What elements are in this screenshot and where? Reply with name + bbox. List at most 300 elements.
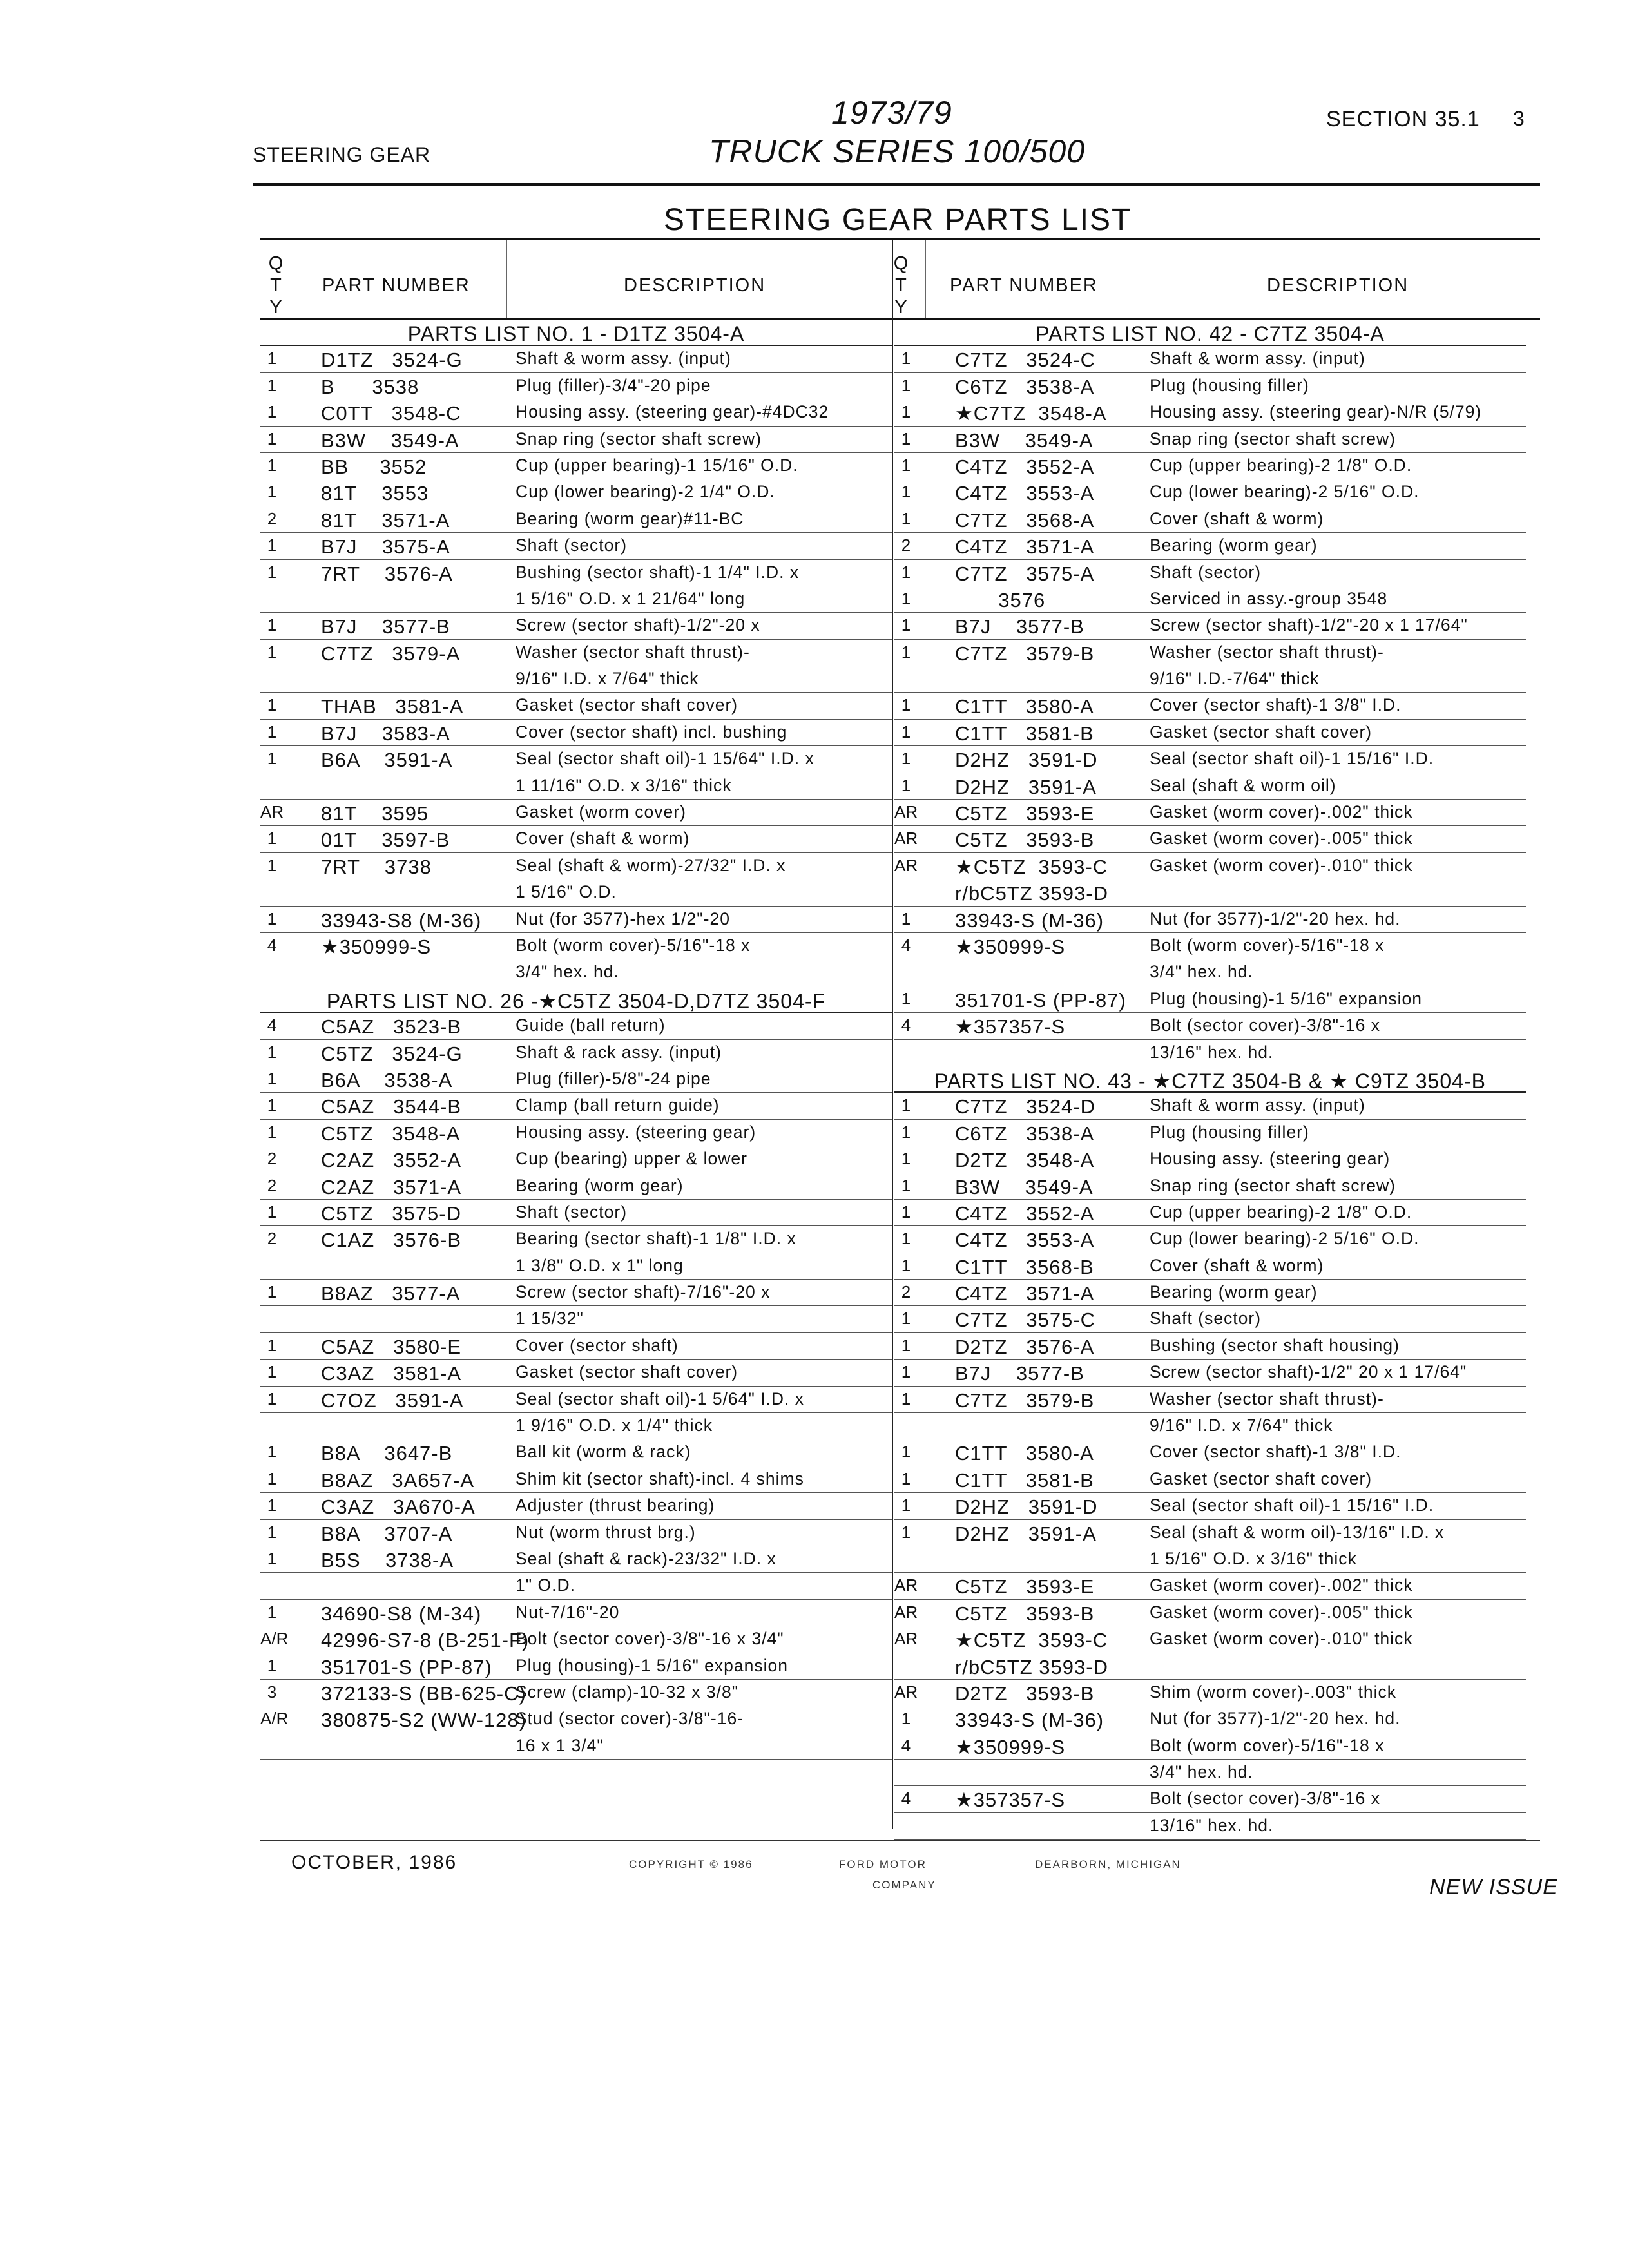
part-number-cell: C7TZ 3524-C: [955, 349, 1096, 372]
parts-row: [894, 693, 1526, 719]
quantity-cell: 1: [901, 1389, 911, 1408]
description-cell: 3/4" hex. hd.: [516, 962, 619, 982]
description-cell: Seal (shaft & rack)-23/32" I.D. x: [516, 1548, 776, 1568]
description-cell: Shaft (sector): [1150, 1309, 1262, 1329]
part-number-cell: BB 3552: [321, 455, 427, 478]
quantity-cell: 1: [267, 1068, 277, 1088]
description-cell: Shaft & worm assy. (input): [1150, 349, 1365, 369]
description-cell: Gasket (worm cover)-.005" thick: [1150, 829, 1413, 849]
quantity-cell: 1: [901, 1255, 911, 1275]
description-cell: Cover (shaft & worm): [516, 829, 690, 849]
parts-row: [894, 1760, 1526, 1786]
part-number-cell: C5AZ 3523-B: [321, 1015, 462, 1039]
parts-list-heading-text: PARTS LIST NO. 42 - C7TZ 3504-A: [1036, 322, 1385, 345]
part-number-cell: 33943-S8 (M-36): [321, 908, 482, 932]
part-number-cell: C5AZ 3544-B: [321, 1095, 462, 1119]
quantity-cell: 1: [267, 1442, 277, 1462]
part-number-cell: B7J 3577-B: [321, 615, 450, 639]
quantity-cell: 2: [267, 1229, 277, 1249]
description-cell: Gasket (worm cover)-.010" thick: [1150, 855, 1413, 875]
quantity-cell: 4: [901, 1789, 911, 1809]
description-cell: Clamp (ball return guide): [516, 1095, 720, 1115]
description-cell: Screw (sector shaft)-1/2"-20 x: [516, 615, 760, 635]
parts-row: [260, 826, 892, 852]
description-header-right: DESCRIPTION: [1267, 275, 1409, 296]
parts-row: [894, 1680, 1526, 1706]
description-cell: Seal (sector shaft oil)-1 15/16" I.D.: [1150, 1495, 1434, 1515]
quantity-cell: 1: [267, 1122, 277, 1142]
parts-row: [260, 720, 892, 746]
description-cell: Cover (sector shaft) incl. bushing: [516, 722, 787, 742]
description-cell: Cup (lower bearing)-2 1/4" O.D.: [516, 482, 775, 502]
parts-row: [894, 1226, 1526, 1253]
part-number-header-left: PART NUMBER: [322, 275, 470, 296]
part-number-cell: B8AZ 3A657-A: [321, 1468, 475, 1492]
description-cell: Nut-7/16"-20: [516, 1602, 620, 1622]
description-cell: 16 x 1 3/4": [516, 1735, 604, 1755]
description-cell: 9/16" I.D. x 7/64" thick: [1150, 1416, 1333, 1436]
parts-row: [260, 773, 892, 800]
description-cell: Plug (housing filler): [1150, 1122, 1309, 1142]
quantity-cell: 1: [267, 349, 277, 369]
quantity-cell: 1: [901, 1468, 911, 1488]
parts-row: [894, 1466, 1526, 1493]
parts-row: [260, 746, 892, 773]
qty-header-q: Q: [268, 253, 285, 274]
quantity-cell: 1: [267, 1282, 277, 1302]
description-cell: 13/16" hex. hd.: [1150, 1042, 1274, 1062]
parts-row: [260, 1093, 892, 1119]
parts-row: [894, 427, 1526, 453]
parts-row: [260, 693, 892, 719]
description-cell: Bushing (sector shaft housing): [1150, 1335, 1400, 1355]
quantity-cell: 1: [267, 375, 277, 395]
part-number-cell: C5TZ 3575-D: [321, 1202, 462, 1225]
parts-list-heading-text: PARTS LIST NO. 26 -★C5TZ 3504-D,D7TZ 3504-F: [326, 989, 826, 1013]
quantity-cell: 1: [267, 1335, 277, 1355]
quantity-cell: 1: [901, 722, 911, 742]
quantity-cell: 1: [267, 1362, 277, 1382]
quantity-cell: 3: [267, 1682, 277, 1702]
description-cell: Shaft & worm assy. (input): [1150, 1095, 1365, 1115]
description-cell: Bearing (worm gear): [1150, 1282, 1318, 1302]
part-number-cell: D2HZ 3591-D: [955, 749, 1098, 772]
description-cell: Bolt (worm cover)-5/16"-18 x: [1150, 1735, 1385, 1755]
part-number-cell: B8AZ 3577-A: [321, 1282, 461, 1305]
description-cell: Housing assy. (steering gear): [1150, 1149, 1391, 1169]
quantity-cell: 1: [267, 908, 277, 928]
parts-row: [894, 666, 1526, 693]
part-number-cell: ★357357-S: [955, 1789, 1066, 1812]
description-cell: 1" O.D.: [516, 1575, 575, 1595]
quantity-cell: 4: [901, 1015, 911, 1035]
parts-row: [894, 613, 1526, 639]
parts-row: [894, 720, 1526, 746]
parts-row: [260, 907, 892, 933]
quantity-cell: 1: [267, 1389, 277, 1408]
quantity-cell: 1: [267, 1655, 277, 1675]
description-cell: Seal (shaft & worm oil)-13/16" I.D. x: [1150, 1522, 1445, 1542]
part-number-cell: B3W 3549-A: [955, 1175, 1094, 1198]
parts-row: [894, 746, 1526, 773]
quantity-cell: 1: [901, 402, 911, 422]
part-number-cell: B3W 3549-A: [955, 428, 1094, 452]
quantity-cell: 1: [901, 1309, 911, 1329]
qty-header-right: [885, 253, 918, 318]
description-cell: Serviced in assy.-group 3548: [1150, 588, 1388, 608]
description-cell: Guide (ball return): [516, 1015, 666, 1035]
part-number-cell: 34690-S8 (M-34): [321, 1602, 482, 1625]
part-number-cell: 81T 3571-A: [321, 508, 450, 532]
description-cell: Nut (for 3577)-1/2"-20 hex. hd.: [1150, 1709, 1401, 1729]
parts-row: [894, 907, 1526, 933]
part-number-cell: C5TZ 3548-A: [321, 1122, 461, 1145]
quantity-cell: 1: [901, 1149, 911, 1169]
parts-row: [260, 1333, 892, 1360]
parts-row: [894, 1306, 1526, 1332]
part-number-cell: D1TZ 3524-G: [321, 349, 463, 372]
parts-list-heading: [894, 1066, 1526, 1093]
part-number-cell: THAB 3581-A: [321, 695, 464, 718]
part-number-cell: 81T 3553: [321, 482, 429, 505]
parts-row: [894, 1786, 1526, 1812]
parts-row: [894, 1813, 1526, 1840]
part-number-cell: B8A 3707-A: [321, 1522, 453, 1545]
parts-row: [260, 346, 892, 372]
part-number-cell: 351701-S (PP-87): [321, 1655, 492, 1678]
part-number-cell: C5TZ 3593-B: [955, 1602, 1095, 1625]
part-number-cell: C0TT 3548-C: [321, 402, 461, 425]
description-cell: Seal (sector shaft oil)-1 5/64" I.D. x: [516, 1389, 805, 1408]
part-number-cell: C1TT 3581-B: [955, 722, 1094, 745]
part-number-cell: C7TZ 3579-A: [321, 642, 461, 665]
description-cell: Bearing (sector shaft)-1 1/8" I.D. x: [516, 1229, 796, 1249]
parts-row: [260, 560, 892, 586]
description-cell: Seal (sector shaft oil)-1 15/64" I.D. x: [516, 749, 815, 769]
qty-header-left: [260, 253, 293, 318]
description-cell: 1 5/16" O.D. x 1 21/64" long: [516, 588, 746, 608]
parts-row: [260, 853, 892, 879]
part-number-cell: C7TZ 3579-B: [955, 1389, 1095, 1412]
parts-row: [260, 1306, 892, 1332]
parts-row: [260, 879, 892, 906]
footer-rule: [260, 1840, 1540, 1841]
qty-header-y: Y: [894, 297, 909, 318]
parts-row: [894, 1013, 1526, 1039]
part-number-cell: C2AZ 3571-A: [321, 1175, 462, 1198]
part-number-cell: C5AZ 3580-E: [321, 1335, 462, 1358]
description-cell: Gasket (sector shaft cover): [516, 1362, 738, 1382]
parts-row: [260, 1706, 892, 1733]
part-number-cell: C4TZ 3553-A: [955, 482, 1095, 505]
parts-row: [260, 1387, 892, 1413]
part-number-cell: C4TZ 3553-A: [955, 1229, 1095, 1252]
description-cell: Bearing (worm gear): [516, 1175, 684, 1195]
page-title: STEERING GEAR PARTS LIST: [664, 203, 1132, 237]
parts-row: [260, 427, 892, 453]
parts-row: [260, 1360, 892, 1386]
description-cell: Cup (upper bearing)-2 1/8" O.D.: [1150, 455, 1412, 475]
parts-row: [894, 986, 1526, 1013]
description-cell: Cup (upper bearing)-1 15/16" O.D.: [516, 455, 798, 475]
description-cell: Bolt (worm cover)-5/16"-18 x: [516, 935, 751, 955]
part-number-cell: C6TZ 3538-A: [955, 375, 1095, 398]
parts-row: [260, 1600, 892, 1626]
parts-list-heading-text: PARTS LIST NO. 43 - ★C7TZ 3504-B & ★ C9TZ 3504-B: [934, 1069, 1486, 1093]
parts-row: [260, 1040, 892, 1066]
parts-row: [260, 1733, 892, 1760]
parts-list-heading: [260, 986, 892, 1013]
part-number-cell: 351701-S (PP-87): [955, 988, 1126, 1012]
parts-row: [260, 1439, 892, 1466]
parts-row: [894, 1413, 1526, 1439]
part-number-cell: C4TZ 3552-A: [955, 1202, 1095, 1225]
description-cell: Housing assy. (steering gear)-N/R (5/79): [1150, 402, 1482, 422]
part-number-cell: ★C7TZ 3548-A: [955, 402, 1107, 425]
parts-row: [894, 1520, 1526, 1546]
quantity-cell: 1: [267, 1468, 277, 1488]
quantity-cell: 1: [901, 775, 911, 795]
parts-row: [260, 1013, 892, 1039]
parts-row: [894, 959, 1526, 986]
page-number: 3: [1513, 107, 1525, 130]
part-number-cell: 33943-S (M-36): [955, 908, 1104, 932]
quantity-cell: 1: [267, 722, 277, 742]
quantity-cell: 2: [901, 535, 911, 555]
description-cell: Gasket (worm cover)-.002" thick: [1150, 802, 1413, 822]
description-cell: Snap ring (sector shaft screw): [516, 428, 762, 448]
parts-row: [894, 506, 1526, 533]
description-cell: 3/4" hex. hd.: [1150, 962, 1253, 982]
parts-row: [894, 1439, 1526, 1466]
quantity-cell: 1: [901, 482, 911, 502]
parts-row: [260, 1146, 892, 1173]
quantity-cell: 1: [901, 428, 911, 448]
parts-row: [260, 1546, 892, 1573]
description-cell: Cup (bearing) upper & lower: [516, 1149, 747, 1169]
quantity-cell: 1: [267, 428, 277, 448]
part-number-cell: r/bC5TZ 3593-D: [955, 882, 1108, 905]
description-cell: 1 9/16" O.D. x 1/4" thick: [516, 1416, 713, 1436]
parts-row: [260, 1066, 892, 1093]
quantity-cell: AR: [894, 855, 918, 875]
description-cell: Screw (sector shaft)-7/16"-20 x: [516, 1282, 771, 1302]
quantity-cell: 2: [901, 1282, 911, 1302]
parts-list-heading-text: PARTS LIST NO. 1 - D1TZ 3504-A: [407, 322, 745, 345]
quantity-cell: 2: [267, 1149, 277, 1169]
parts-row: [260, 506, 892, 533]
description-cell: Gasket (worm cover)-.002" thick: [1150, 1575, 1413, 1595]
parts-row: [894, 533, 1526, 559]
quantity-cell: AR: [894, 1575, 918, 1595]
part-number-cell: C3AZ 3A670-A: [321, 1495, 476, 1519]
quantity-cell: 1: [901, 642, 911, 662]
parts-row: [894, 640, 1526, 666]
part-number-cell: 380875-S2 (WW-128): [321, 1709, 526, 1732]
parts-row: [894, 853, 1526, 879]
parts-column-left: [260, 320, 892, 1760]
quantity-cell: 1: [901, 349, 911, 369]
quantity-cell: 1: [267, 1602, 277, 1622]
quantity-cell: 1: [901, 695, 911, 715]
parts-row: [894, 1040, 1526, 1066]
description-cell: Seal (shaft & worm)-27/32" I.D. x: [516, 855, 786, 875]
quantity-cell: 1: [267, 1042, 277, 1062]
description-cell: Gasket (worm cover): [516, 802, 686, 822]
description-cell: Plug (filler)-5/8"-24 pipe: [516, 1068, 711, 1088]
parts-row: [894, 800, 1526, 826]
description-cell: Bearing (worm gear)#11-BC: [516, 508, 744, 528]
quantity-cell: 1: [901, 1202, 911, 1222]
quantity-cell: 1: [267, 829, 277, 849]
part-number-cell: C5TZ 3593-E: [955, 1575, 1095, 1599]
part-number-cell: C7OZ 3591-A: [321, 1389, 464, 1412]
parts-row: [894, 933, 1526, 959]
parts-row: [260, 933, 892, 959]
part-number-cell: B7J 3583-A: [321, 722, 450, 745]
company-name: FORD MOTOR: [839, 1858, 927, 1870]
part-number-cell: B7J 3575-A: [321, 535, 450, 559]
part-number-cell: 81T 3595: [321, 802, 429, 825]
part-number-cell: C4TZ 3571-A: [955, 1282, 1095, 1305]
part-number-cell: C1TT 3581-B: [955, 1468, 1094, 1492]
quantity-cell: 1: [267, 1495, 277, 1515]
center-divider: [892, 240, 893, 1829]
part-number-cell: C6TZ 3538-A: [955, 1122, 1095, 1145]
parts-row: [260, 1626, 892, 1653]
description-cell: Nut (worm thrust brg.): [516, 1522, 696, 1542]
parts-row: [260, 1280, 892, 1306]
parts-row: [260, 373, 892, 399]
part-number-cell: C4TZ 3552-A: [955, 455, 1095, 478]
part-number-cell: 3576: [955, 588, 1046, 611]
qty-divider-right: [925, 240, 926, 318]
part-number-cell: C5TZ 3593-E: [955, 802, 1095, 825]
description-cell: Shim (worm cover)-.003" thick: [1150, 1682, 1396, 1702]
parts-list-heading: [894, 320, 1526, 346]
description-cell: Seal (shaft & worm oil): [1150, 775, 1336, 795]
description-cell: 1 5/16" O.D.: [516, 882, 617, 902]
parts-row: [260, 1680, 892, 1706]
description-cell: Washer (sector shaft thrust)-: [1150, 1389, 1384, 1408]
quantity-cell: 2: [267, 1175, 277, 1195]
parts-row: [894, 879, 1526, 906]
part-number-header-right: PART NUMBER: [950, 275, 1098, 296]
parts-row: [260, 1200, 892, 1226]
section-number: SECTION 35.1: [1326, 107, 1480, 131]
parts-row: [894, 773, 1526, 800]
part-number-cell: D2HZ 3591-D: [955, 1495, 1098, 1519]
part-number-cell: 7RT 3738: [321, 855, 432, 878]
description-cell: Screw (sector shaft)-1/2" 20 x 1 17/64": [1150, 1362, 1467, 1382]
parts-row: [260, 666, 892, 693]
description-cell: Gasket (sector shaft cover): [1150, 1468, 1373, 1488]
parts-row: [894, 1733, 1526, 1760]
description-cell: Plug (housing filler): [1150, 375, 1309, 395]
parts-row: [260, 959, 892, 986]
qty-header-t: T: [895, 275, 908, 296]
issue-date: OCTOBER, 1986: [291, 1852, 458, 1873]
quantity-cell: 4: [267, 935, 277, 955]
parts-row: [894, 1360, 1526, 1386]
part-number-cell: 33943-S (M-36): [955, 1709, 1104, 1732]
quantity-cell: 1: [901, 1335, 911, 1355]
quantity-cell: 2: [267, 508, 277, 528]
description-cell: Seal (sector shaft oil)-1 15/16" I.D.: [1150, 749, 1434, 769]
parts-row: [894, 826, 1526, 852]
parts-row: [894, 346, 1526, 372]
quantity-cell: AR: [260, 802, 284, 822]
part-divider-left: [506, 240, 507, 318]
part-number-cell: D2TZ 3593-B: [955, 1682, 1095, 1705]
description-cell: Adjuster (thrust bearing): [516, 1495, 715, 1515]
part-number-cell: B3W 3549-A: [321, 428, 459, 452]
quantity-cell: 1: [267, 482, 277, 502]
part-number-cell: C3AZ 3581-A: [321, 1362, 462, 1385]
company-name-line2: COMPANY: [872, 1879, 936, 1891]
part-number-cell: D2HZ 3591-A: [955, 1522, 1097, 1545]
quantity-cell: 1: [901, 1229, 911, 1249]
parts-row: [260, 586, 892, 613]
quantity-cell: 1: [901, 749, 911, 769]
quantity-cell: A/R: [260, 1709, 289, 1729]
description-cell: Snap ring (sector shaft screw): [1150, 428, 1396, 448]
qty-header-y: Y: [269, 297, 284, 318]
parts-row: [260, 1120, 892, 1146]
parts-row: [894, 1546, 1526, 1573]
parts-row: [260, 1253, 892, 1280]
parts-row: [260, 640, 892, 666]
quantity-cell: 1: [901, 1495, 911, 1515]
description-cell: Nut (for 3577)-1/2"-20 hex. hd.: [1150, 908, 1401, 928]
description-cell: Screw (clamp)-10-32 x 3/8": [516, 1682, 739, 1702]
description-cell: Shaft & rack assy. (input): [516, 1042, 722, 1062]
parts-row: [260, 1520, 892, 1546]
quantity-cell: 1: [901, 375, 911, 395]
description-cell: Bolt (sector cover)-3/8"-16 x: [1150, 1789, 1380, 1809]
parts-row: [260, 1466, 892, 1493]
parts-row: [894, 1387, 1526, 1413]
part-number-cell: B7J 3577-B: [955, 615, 1084, 639]
description-cell: Shim kit (sector shaft)-incl. 4 shims: [516, 1468, 804, 1488]
quantity-cell: 1: [267, 1548, 277, 1568]
company-location: DEARBORN, MICHIGAN: [1035, 1858, 1181, 1870]
quantity-cell: 1: [901, 1175, 911, 1195]
quantity-cell: 1: [267, 1095, 277, 1115]
quantity-cell: 1: [267, 855, 277, 875]
description-cell: Gasket (sector shaft cover): [1150, 722, 1373, 742]
part-number-cell: C7TZ 3579-B: [955, 642, 1095, 665]
part-number-cell: ★C5TZ 3593-C: [955, 855, 1108, 878]
description-cell: Bolt (sector cover)-3/8"-16 x: [1150, 1015, 1380, 1035]
part-number-cell: C1TT 3568-B: [955, 1255, 1094, 1278]
parts-row: [260, 613, 892, 639]
description-cell: 1 15/32": [516, 1309, 584, 1329]
part-number-cell: B8A 3647-B: [321, 1442, 453, 1465]
quantity-cell: 1: [901, 908, 911, 928]
parts-row: [260, 1173, 892, 1200]
quantity-cell: 1: [901, 615, 911, 635]
quantity-cell: 1: [901, 1709, 911, 1729]
parts-row: [894, 1120, 1526, 1146]
part-number-cell: D2TZ 3576-A: [955, 1335, 1095, 1358]
part-number-cell: C7TZ 3575-C: [955, 1309, 1096, 1332]
description-cell: Bushing (sector shaft)-1 1/4" I.D. x: [516, 562, 800, 582]
description-cell: Snap ring (sector shaft screw): [1150, 1175, 1396, 1195]
parts-row: [894, 399, 1526, 426]
parts-row: [894, 479, 1526, 506]
description-cell: Cover (sector shaft): [516, 1335, 679, 1355]
